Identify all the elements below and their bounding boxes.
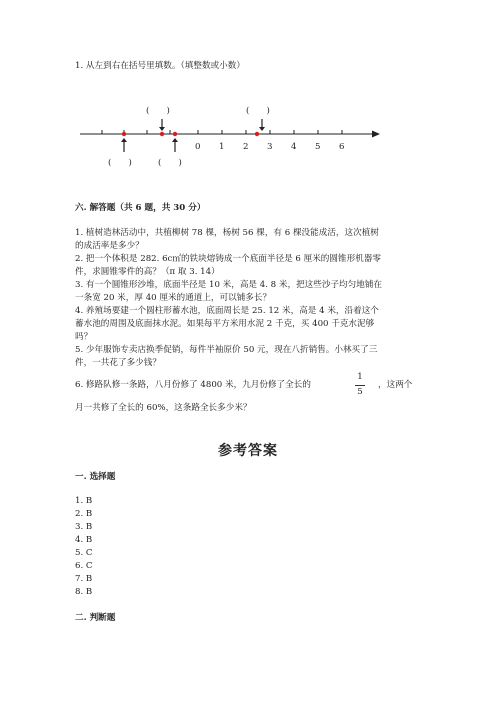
problem-4-line-2: 蓄水池的周围及底面抹水泥。如果每平方米用水泥 2 千克，买 400 千克水泥够: [75, 319, 375, 329]
problem-2-line-1: 2. 把一个体积是 282. 6c㎡的铁块熔铸成一个底面半径是 6 厘米的圆锥形机器零: [75, 254, 381, 264]
red-point-1: [122, 132, 126, 136]
tick-marks: [102, 130, 342, 134]
answer-blank-top-1: ( ): [146, 106, 170, 116]
answer-item-3: 3. B: [75, 522, 93, 532]
answer-item-6: 6. C: [75, 561, 93, 571]
answer-blank-top-2: ( ): [246, 106, 270, 116]
answers-title: 参考答案: [218, 443, 278, 459]
answers-judge-heading: 二. 判断题: [75, 613, 116, 623]
answer-item-7: 7. B: [75, 574, 93, 584]
answer-blank-bottom-1: ( ): [108, 158, 132, 168]
answer-item-1: 1. B: [75, 496, 93, 506]
section-heading-solve: 六. 解答题（共 6 题，共 30 分）: [75, 203, 206, 213]
problem-1-line-1: 1. 植树造林活动中，共植柳树 78 棵，杨树 56 棵，有 6 棵没能成活，这次植树: [75, 228, 379, 238]
up-arrowhead-2: [172, 138, 178, 142]
number-line-arrowhead: [372, 131, 380, 138]
tick-label-6: 6: [339, 142, 345, 152]
answer-item-2: 2. B: [75, 509, 93, 519]
tick-label-5: 5: [315, 142, 321, 152]
answer-item-8: 8. B: [75, 587, 93, 597]
answer-blank-bottom-2: ( ): [158, 158, 182, 168]
problem-1-line-2: 的成活率是多少？: [75, 241, 144, 251]
fraction-denominator: 5: [357, 387, 363, 397]
problem-3-line-1: 3. 有一个圆锥形沙堆，底面半径是 10 米，高是 4. 8 米，把这些沙子均匀地铺在: [75, 280, 383, 290]
problem-3-line-2: 一条宽 20 米，厚 40 厘米的通道上，可以铺多长？: [75, 293, 272, 303]
tick-label-2: 2: [243, 142, 249, 152]
answers-choice-heading: 一. 选择题: [75, 472, 116, 482]
fill-question-1: 1. 从左到右在括号里填数。（填整数或小数）: [75, 61, 245, 71]
problem-4-line-3: 吗？: [75, 332, 93, 342]
problem-5-line-1: 5. 少年服饰专卖店换季促销，每件半袖原价 50 元，现在八折销售。小林买了三: [75, 345, 378, 355]
fraction-numerator: 1: [357, 372, 363, 382]
down-arrowhead-2: [259, 127, 265, 131]
up-arrowhead-1: [121, 138, 127, 142]
tick-label-1: 1: [219, 142, 225, 152]
red-point-2: [160, 132, 164, 136]
tick-label-0: 0: [195, 142, 201, 152]
down-arrowhead-1: [159, 127, 165, 131]
problem-6-line-2: 月一共修了全长的 60%，这条路全长多少米？: [75, 403, 252, 413]
tick-label-3: 3: [267, 142, 273, 152]
problem-6-line-1-b: ，这两个: [378, 380, 413, 390]
red-point-4: [255, 132, 259, 136]
tick-label-4: 4: [291, 142, 297, 152]
fraction-bar: [355, 385, 365, 386]
problem-4-line-1: 4. 养殖场要建一个圆柱形蓄水池，底面周长是 25. 12 米，高是 4 米，沿着这个: [75, 306, 379, 316]
answer-item-5: 5. C: [75, 548, 93, 558]
answer-item-4: 4. B: [75, 535, 93, 545]
problem-2-line-2: 件，求圆锥零件的高？（π 取 3. 14）: [75, 267, 220, 277]
red-point-3: [173, 132, 177, 136]
problem-5-line-2: 件，一共花了多少钱？: [75, 358, 161, 368]
problem-6-line-1-a: 6. 修路队修一条路，八月份修了 4800 米，九月份修了全长的: [75, 380, 311, 390]
